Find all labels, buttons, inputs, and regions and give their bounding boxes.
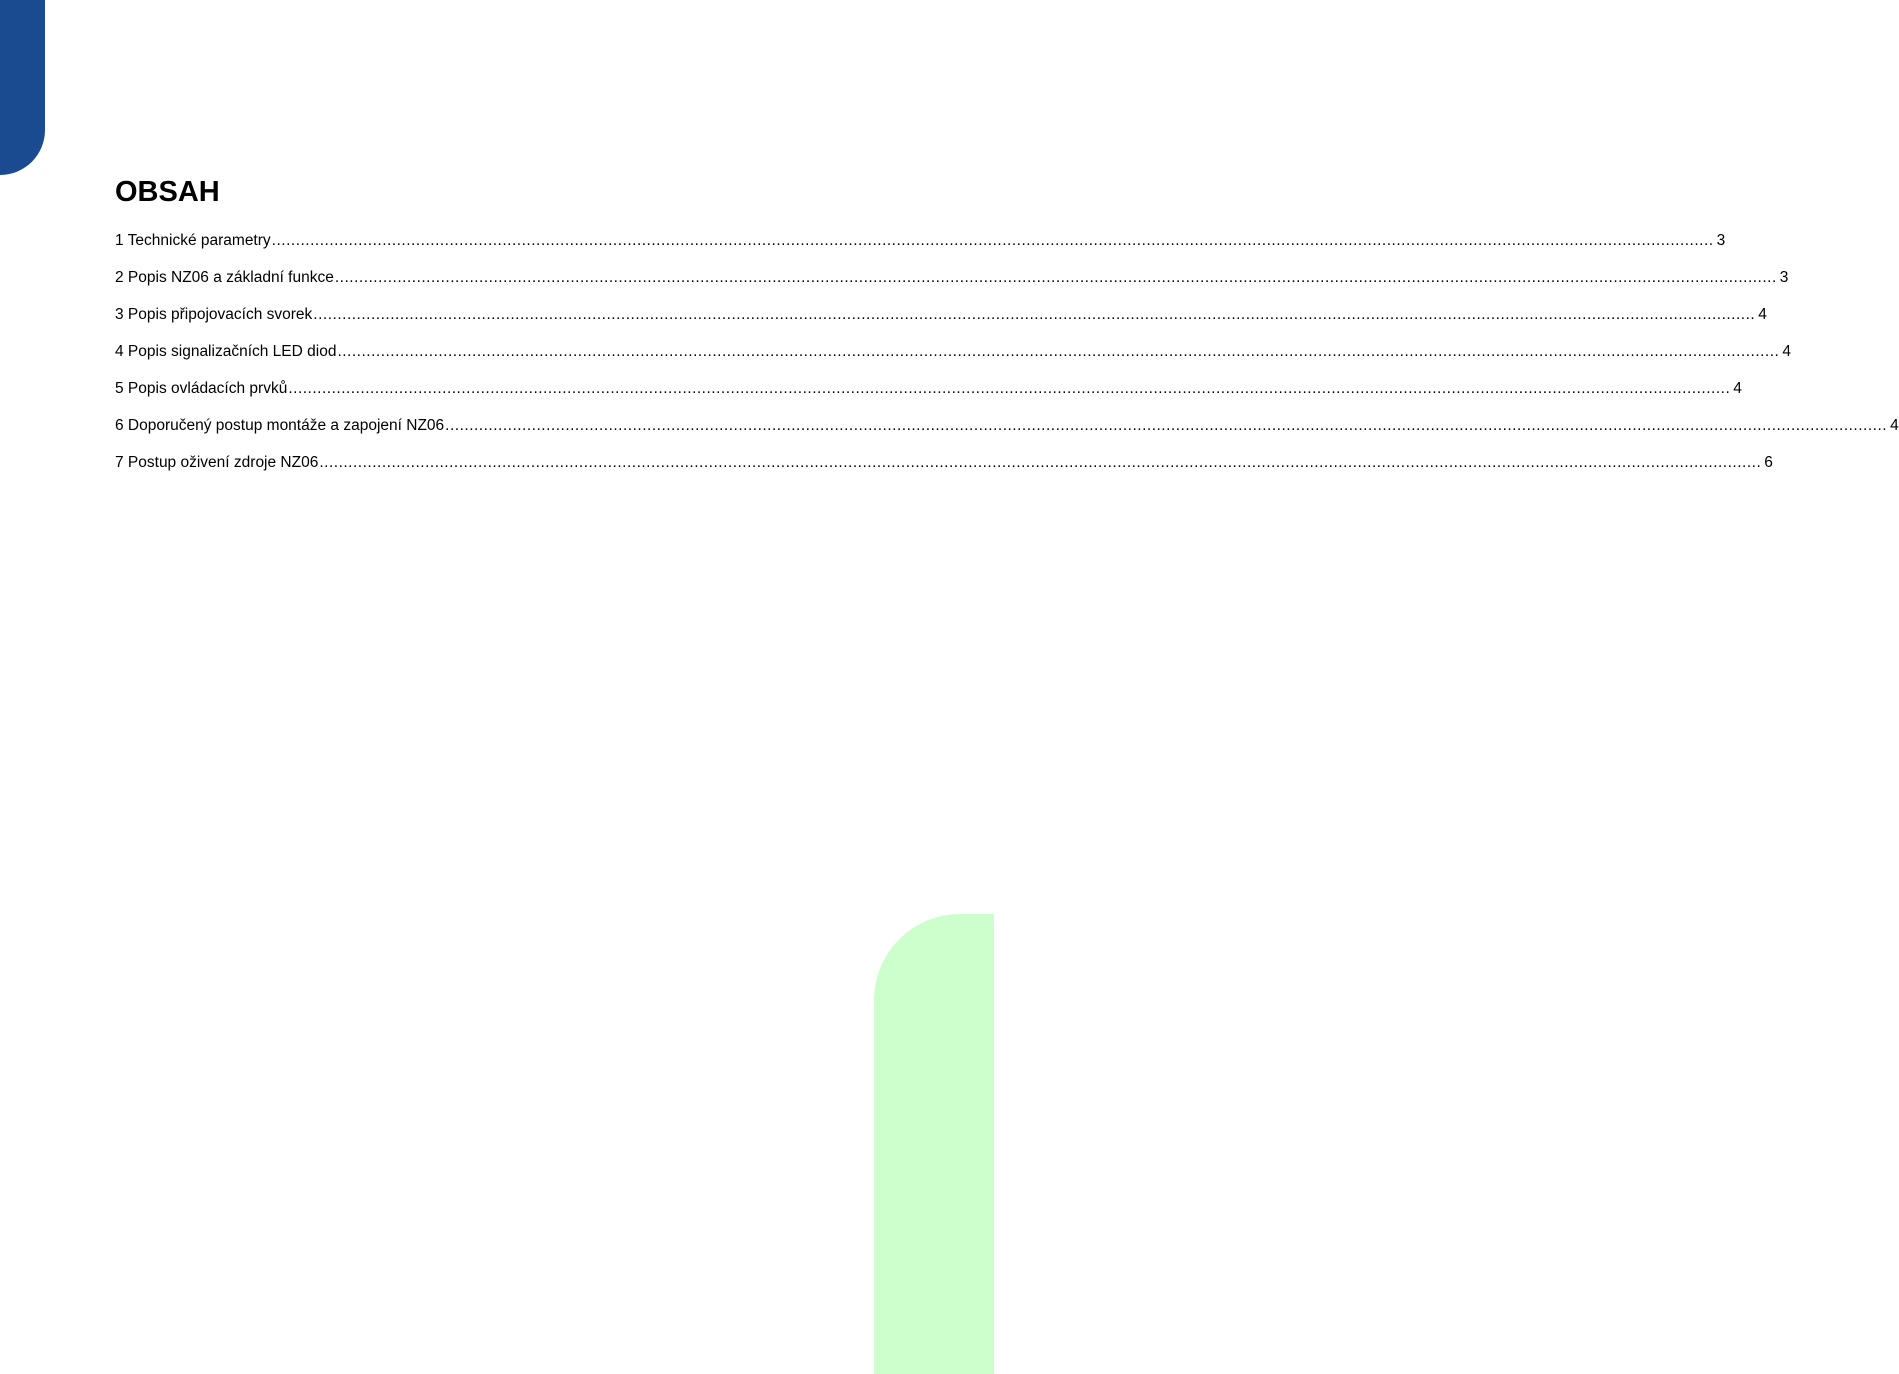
- toc-leader-dots: ............................................................................................................................................................................................................................................................................................................: [313, 306, 1756, 323]
- toc-entry[interactable]: [115, 303, 1767, 340]
- toc-entry-page: 3: [1716, 232, 1726, 249]
- toc-list: [115, 229, 1899, 488]
- toc-entry-label: 7 Postup oživení zdroje NZ06: [115, 454, 319, 471]
- toc-entry-page: 4: [1758, 306, 1767, 323]
- corner-decoration-top-left: [0, 0, 45, 175]
- toc-entry-page: 3: [1779, 269, 1789, 286]
- toc-entry[interactable]: [115, 229, 1726, 266]
- toc-entry-label: 6 Doporučený postup montáže a zapojení NZ06: [115, 417, 445, 434]
- toc-entry-label: 3 Popis připojovacích svorek: [115, 306, 313, 323]
- toc-entry[interactable]: [115, 340, 1791, 377]
- toc-leader-dots: ............................................................................................................................................................................................................................................................................................................: [445, 417, 1888, 434]
- toc-entry-page: 6: [1764, 454, 1773, 471]
- toc-leader-dots: ............................................................................................................................................................................................................................................................................................................: [271, 232, 1714, 249]
- toc-entry-label: 2 Popis NZ06 a základní funkce: [115, 269, 334, 286]
- toc-entry[interactable]: [115, 451, 1773, 488]
- toc-entry[interactable]: [115, 377, 1742, 414]
- toc-leader-dots: ............................................................................................................................................................................................................................................................................................................: [288, 380, 1731, 397]
- toc-leader-dots: ............................................................................................................................................................................................................................................................................................................: [319, 454, 1762, 471]
- toc-entry-label: 5 Popis ovládacích prvků: [115, 380, 288, 397]
- toc-leader-dots: ............................................................................................................................................................................................................................................................................................................: [334, 269, 1777, 286]
- toc-entry-page: 4: [1890, 417, 1899, 434]
- toc-entry-label: 4 Popis signalizačních LED diod: [115, 343, 337, 360]
- corner-decoration-bottom-right: [874, 914, 994, 1374]
- toc-entry[interactable]: [115, 266, 1789, 303]
- toc-entry[interactable]: [115, 414, 1899, 451]
- toc-entry-label: 1 Technické parametry: [115, 232, 271, 249]
- toc-title: OBSAH: [115, 176, 220, 208]
- toc-entry-page: 4: [1782, 343, 1791, 360]
- toc-entry-page: 4: [1733, 380, 1742, 397]
- toc-leader-dots: ............................................................................................................................................................................................................................................................................................................: [337, 343, 1780, 360]
